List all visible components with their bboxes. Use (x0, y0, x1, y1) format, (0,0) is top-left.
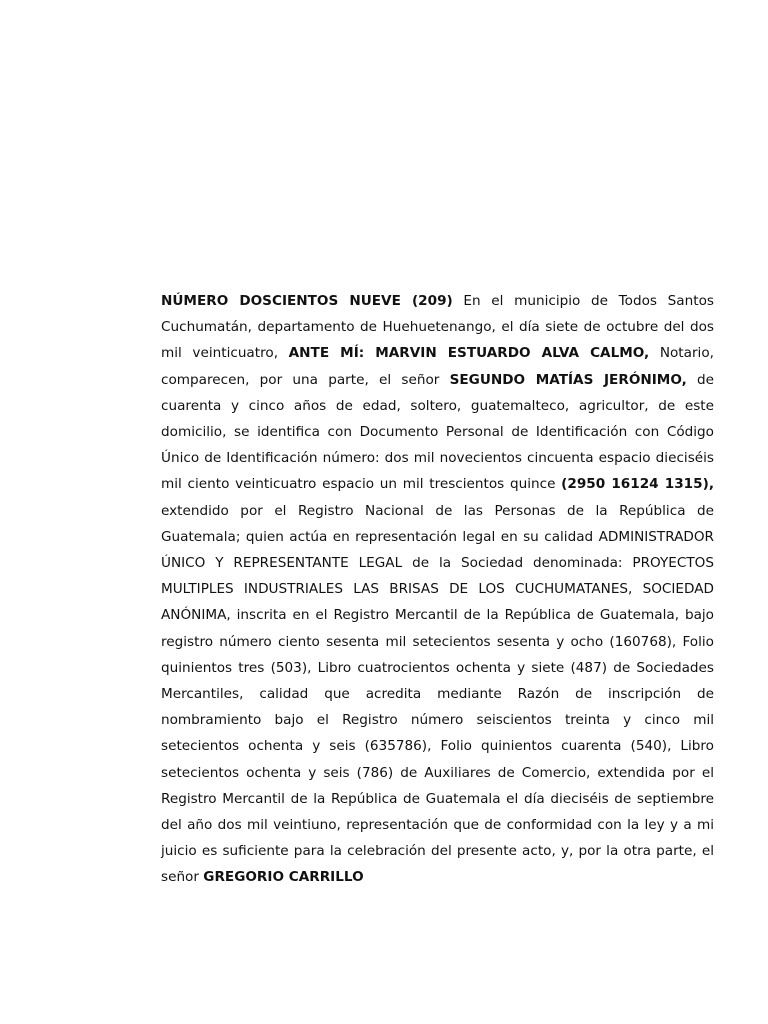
paragraph-text: Notario, comparecen, por una parte, el señor (161, 345, 714, 388)
party-name: SEGUNDO MATÍAS JERÓNIMO, (449, 371, 687, 388)
paragraph-text: En el municipio de Todos Santos Cuchumatán, departamento de Huehuetenango, el día siete de octubre del dos mil veinticuatro, (161, 293, 714, 362)
notary-name: ANTE MÍ: MARVIN ESTUARDO ALVA CALMO, (288, 345, 650, 362)
id-number: (2950 16124 1315), (561, 476, 714, 493)
deed-number: NÚMERO DOSCIENTOS NUEVE (209) (161, 293, 453, 309)
paragraph-text: extendido por el Registro Nacional de las Personas de la República de Guatemala; quien actúa en representación legal en su calidad ADMINISTRADOR ÚNICO Y REPRESENTANTE LEGAL de la Sociedad denominada: PROYECTOS MULTIPLES INDUSTRIALES LAS BRISAS DE LOS CUCHUMATANES, SOCIEDAD ANÓNIMA, inscrita en el Registro Mercantil de la República de Guatemala, bajo registro número ciento sesenta mil setecientos sesenta y ocho (160768), Folio quinientos tres (503), Libro cuatrocientos ochenta y siete (487) de Sociedades Mercantiles, calidad que acredita mediante Razón de inscripción de nombramiento bajo el Registro número seiscientos treinta y cinco mil setecientos ochenta y seis (635786), Folio quinientos cuarenta (540), Libro setecientos ochenta y seis (786) de Auxiliares de Comercio, extendida por el Registro Mercantil de la República de Guatemala el día dieciséis de septiembre del año dos mil veintiuno, representación que de conformidad con la ley y a mi juicio es suficiente para la celebración del presente acto, y, por la otra parte, el señor (161, 502, 714, 886)
second-party-name: GREGORIO CARRILLO (203, 869, 364, 886)
document-body-paragraph (161, 288, 714, 891)
paragraph-text: de cuarenta y cinco años de edad, soltero, guatemalteco, agricultor, de este domicilio, se identifica con Documento Personal de Identificación con Código Único de Identificación número: dos mil novecientos cincuenta espacio dieciséis mil ciento veinticuatro espacio un mil trescientos quince (161, 371, 714, 493)
